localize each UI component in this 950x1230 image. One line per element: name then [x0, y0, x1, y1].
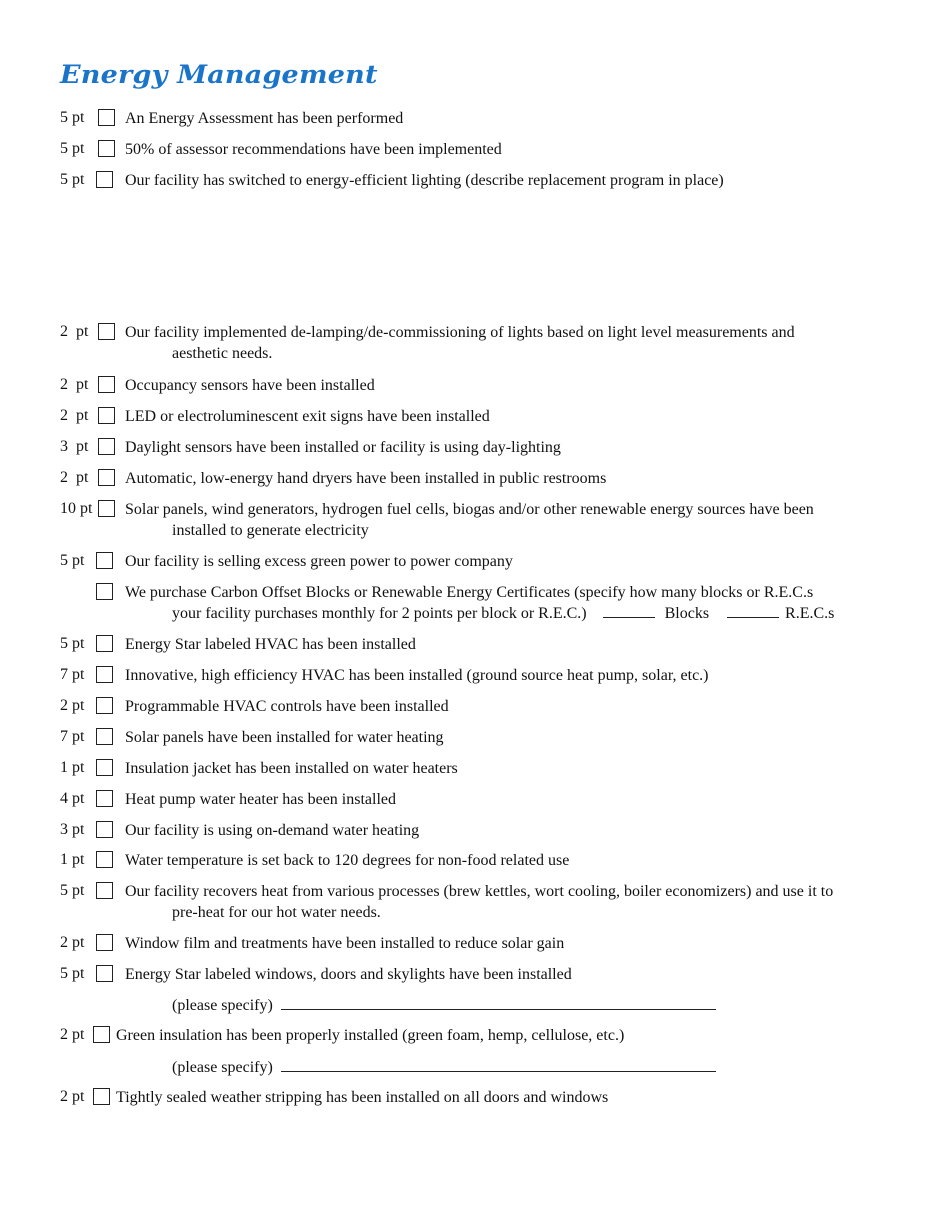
item-text: Solar panels have been installed for water heating	[125, 729, 444, 746]
checkbox[interactable]	[98, 376, 115, 393]
checklist-item	[0, 375, 950, 397]
item-text: Our facility is using on-demand water heating	[125, 822, 420, 839]
item-text: Our facility is selling excess green power to power company	[125, 553, 513, 570]
item-text: Programmable HVAC controls have been installed	[125, 698, 449, 715]
checklist-item	[0, 437, 950, 459]
checklist-item	[0, 758, 950, 780]
checklist-item	[0, 850, 950, 872]
points-label: 5 pt	[60, 140, 85, 157]
checkbox[interactable]	[96, 965, 113, 982]
checklist-item	[0, 499, 950, 539]
specify-label: (please specify)	[172, 1059, 273, 1076]
item-text: Heat pump water heater has been installed	[125, 791, 396, 808]
item-text: Automatic, low-energy hand dryers have been installed in public restrooms	[125, 470, 607, 487]
item-text: Solar panels, wind generators, hydrogen fuel cells, biogas and/or other renewable energy sources have been	[125, 501, 814, 518]
points-label: 2 pt	[60, 1088, 85, 1105]
checklist-item	[0, 582, 950, 622]
points-label: 2 pt	[60, 469, 89, 486]
item-text: An Energy Assessment has been performed	[125, 110, 404, 127]
points-label: 5 pt	[60, 109, 85, 126]
item-text: We purchase Carbon Offset Blocks or Renewable Energy Certificates (specify how many blocks or R.E.C.s	[125, 584, 814, 601]
checkbox[interactable]	[96, 697, 113, 714]
points-label: 2 pt	[60, 376, 89, 393]
page-title: Energy Management	[60, 60, 378, 89]
item-text-continued: installed to generate electricity	[172, 522, 369, 539]
item-text-continued-label: your facility purchases monthly for 2 points per block or R.E.C.)	[172, 605, 587, 622]
points-label: 5 pt	[60, 552, 85, 569]
checklist-item	[0, 820, 950, 842]
item-text: Our facility implemented de-lamping/de-commissioning of lights based on light level measurements and	[125, 324, 795, 341]
checklist-item	[0, 881, 950, 921]
checkbox[interactable]	[96, 882, 113, 899]
item-text: Our facility recovers heat from various processes (brew kettles, wort cooling, boiler economizers) and use it to	[125, 883, 834, 900]
specify-input[interactable]	[281, 1057, 716, 1072]
item-text-continued	[172, 603, 834, 624]
item-text: Daylight sensors have been installed or facility is using day-lighting	[125, 439, 561, 456]
checkbox[interactable]	[96, 552, 113, 569]
item-text: Our facility has switched to energy-efficient lighting (describe replacement program in place)	[125, 172, 724, 189]
item-text: Occupancy sensors have been installed	[125, 377, 375, 394]
checkbox[interactable]	[96, 790, 113, 807]
checklist-item	[0, 108, 950, 130]
points-label: 1 pt	[60, 851, 85, 868]
item-text-continued: aesthetic needs.	[172, 345, 273, 362]
points-label: 7 pt	[60, 728, 85, 745]
checkbox[interactable]	[98, 500, 115, 517]
points-label: 2 pt	[60, 1026, 85, 1043]
specify-field	[172, 1057, 716, 1078]
checklist-item	[0, 1087, 950, 1109]
specify-row	[0, 995, 950, 1017]
checkbox[interactable]	[96, 851, 113, 868]
checkbox[interactable]	[96, 635, 113, 652]
item-text: Green insulation has been properly installed (green foam, hemp, cellulose, etc.)	[116, 1027, 625, 1044]
points-label: 1 pt	[60, 759, 85, 776]
blocks-label: Blocks	[664, 605, 710, 622]
checklist-item	[0, 468, 950, 490]
checklist-item	[0, 727, 950, 749]
item-text: Energy Star labeled HVAC has been installed	[125, 636, 416, 653]
checkbox[interactable]	[96, 666, 113, 683]
specify-row	[0, 1057, 950, 1079]
checkbox[interactable]	[96, 583, 113, 600]
checkbox[interactable]	[96, 759, 113, 776]
item-text: Innovative, high efficiency HVAC has been installed (ground source heat pump, solar, etc.)	[125, 667, 709, 684]
points-label: 2 pt	[60, 323, 89, 340]
points-label: 7 pt	[60, 666, 85, 683]
points-label: 5 pt	[60, 635, 85, 652]
points-label: 2 pt	[60, 934, 85, 951]
item-text: Tightly sealed weather stripping has been installed on all doors and windows	[116, 1089, 609, 1106]
checkbox[interactable]	[98, 140, 115, 157]
checkbox[interactable]	[98, 407, 115, 424]
item-text: LED or electroluminescent exit signs have been installed	[125, 408, 490, 425]
checklist-item	[0, 406, 950, 428]
checkbox[interactable]	[96, 728, 113, 745]
specify-input[interactable]	[281, 995, 716, 1010]
points-label: 5 pt	[60, 965, 85, 982]
points-label: 3 pt	[60, 821, 85, 838]
points-label: 5 pt	[60, 171, 85, 188]
checklist-item	[0, 1025, 950, 1047]
item-text: Insulation jacket has been installed on water heaters	[125, 760, 458, 777]
points-label: 3 pt	[60, 438, 89, 455]
checkbox[interactable]	[96, 821, 113, 838]
checkbox[interactable]	[98, 109, 115, 126]
item-text: 50% of assessor recommendations have been implemented	[125, 141, 502, 158]
checkbox[interactable]	[98, 469, 115, 486]
checkbox[interactable]	[98, 323, 115, 340]
checkbox[interactable]	[96, 171, 113, 188]
checkbox[interactable]	[96, 934, 113, 951]
checklist-item	[0, 551, 950, 573]
checkbox[interactable]	[93, 1088, 110, 1105]
checkbox[interactable]	[98, 438, 115, 455]
specify-field	[172, 995, 716, 1016]
checklist-item	[0, 139, 950, 161]
item-text: Water temperature is set back to 120 degrees for non-food related use	[125, 852, 570, 869]
checklist-item	[0, 322, 950, 362]
checklist-item	[0, 933, 950, 955]
checklist-item	[0, 789, 950, 811]
checkbox[interactable]	[93, 1026, 110, 1043]
checklist-item	[0, 665, 950, 687]
points-label: 2 pt	[60, 407, 89, 424]
specify-label: (please specify)	[172, 997, 273, 1014]
item-text: Window film and treatments have been installed to reduce solar gain	[125, 935, 565, 952]
points-label: 5 pt	[60, 882, 85, 899]
recs-label: R.E.C.s	[785, 605, 835, 622]
checklist-item	[0, 964, 950, 986]
points-label: 4 pt	[60, 790, 85, 807]
checklist-item	[0, 696, 950, 718]
item-text-continued: pre-heat for our hot water needs.	[172, 904, 381, 921]
checklist-item	[0, 634, 950, 656]
item-text: Energy Star labeled windows, doors and skylights have been installed	[125, 966, 572, 983]
blocks-input[interactable]	[603, 603, 655, 618]
points-label: 2 pt	[60, 697, 85, 714]
points-label: 10 pt	[60, 500, 93, 517]
checklist-item	[0, 170, 950, 192]
recs-input[interactable]	[727, 603, 779, 618]
